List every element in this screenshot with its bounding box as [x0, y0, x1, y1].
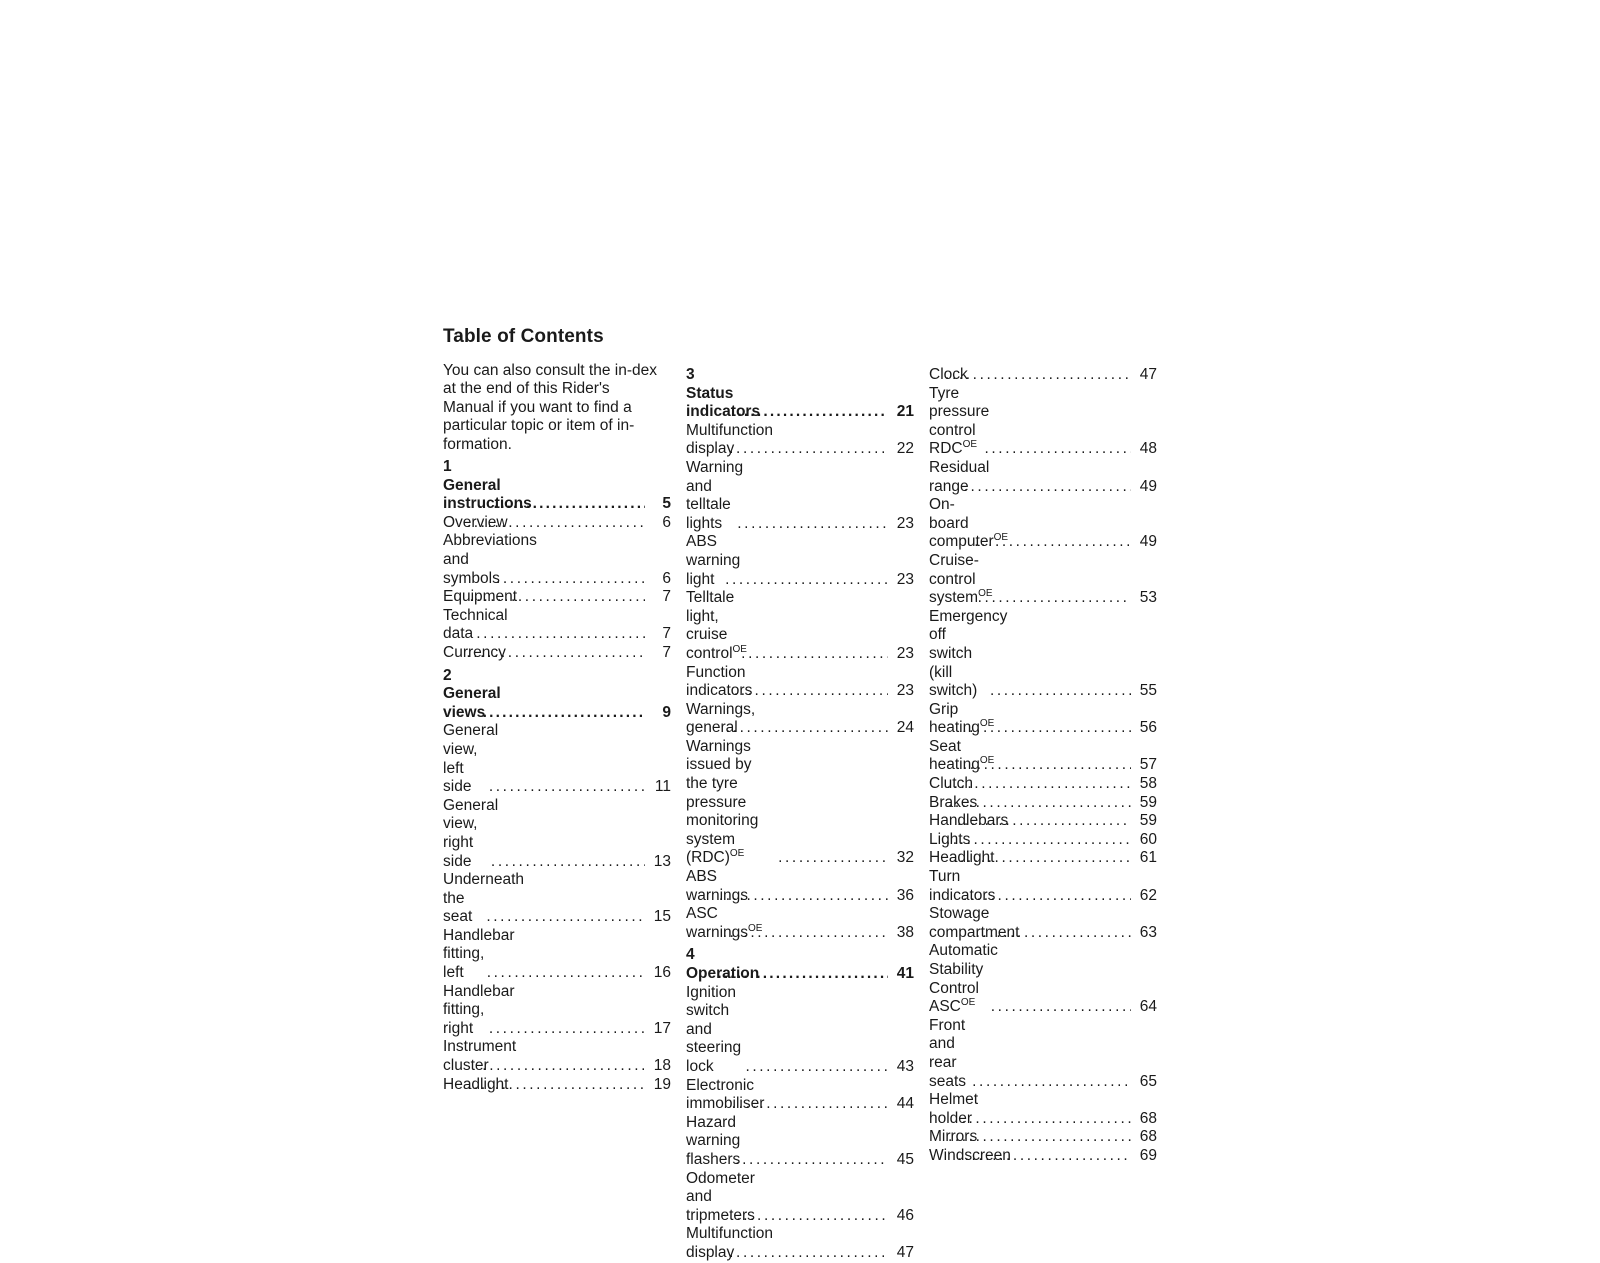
- toc-section: [686, 946, 914, 1262]
- page-number: 24: [896, 719, 914, 737]
- toc-entry[interactable]: [929, 1147, 1157, 1166]
- entry-title: Clutch: [929, 775, 973, 793]
- dot-leader: [945, 794, 1131, 813]
- section-title: 1 General instructions: [443, 458, 532, 513]
- toc-entry[interactable]: [686, 1170, 914, 1226]
- toc-entry[interactable]: [686, 533, 914, 589]
- entry-title: ABS warning light: [686, 533, 741, 588]
- toc-entry[interactable]: [929, 1091, 1157, 1128]
- toc-entry[interactable]: [929, 552, 1157, 608]
- optional-equipment-mark: OE: [962, 439, 978, 451]
- toc-entry[interactable]: [443, 644, 671, 663]
- page-number: 49: [1139, 533, 1157, 551]
- dot-leader: [484, 964, 645, 983]
- dot-leader: [954, 812, 1131, 831]
- page-number: 58: [1139, 775, 1157, 793]
- page-number: 7: [662, 588, 671, 606]
- dot-leader: [463, 644, 645, 663]
- dot-leader: [723, 719, 888, 738]
- intro-text: You can also consult the in-dex at the end of this Rider's Manual if you want to find a particular topic or item of in-formation.: [443, 362, 657, 453]
- dot-leader: [981, 440, 1131, 459]
- dot-leader: [473, 625, 645, 644]
- toc-entry[interactable]: [929, 1128, 1157, 1147]
- entry-title: Windscreen: [929, 1146, 1011, 1164]
- dot-leader: [486, 1020, 645, 1039]
- dot-leader: [464, 1076, 645, 1095]
- dot-leader: [729, 1095, 888, 1114]
- toc-entry[interactable]: [929, 868, 1157, 905]
- dot-leader: [988, 998, 1131, 1017]
- page-number: 61: [1139, 849, 1157, 867]
- toc-section-heading[interactable]: [443, 667, 671, 723]
- section-title: 4 Operation: [686, 946, 760, 982]
- toc-entry[interactable]: [686, 422, 914, 459]
- entry-title: Front and rear seats: [929, 1016, 967, 1090]
- dot-leader: [973, 924, 1131, 943]
- page-number: 46: [896, 1206, 914, 1224]
- toc-entry[interactable]: [443, 532, 671, 588]
- toc-entry[interactable]: [443, 927, 671, 983]
- page-number: 43: [896, 1057, 914, 1075]
- dot-leader: [960, 887, 1131, 906]
- toc-entry[interactable]: [929, 775, 1157, 794]
- entry-title: Handlebar fitting, left: [443, 926, 515, 982]
- entry-title: Headlight: [443, 1075, 509, 1093]
- toc-entry[interactable]: [686, 1114, 914, 1170]
- page-number: 23: [896, 570, 914, 588]
- toc-entry[interactable]: [929, 701, 1157, 738]
- toc-entry[interactable]: [929, 794, 1157, 813]
- page-number: 68: [1139, 1128, 1157, 1146]
- entry-title: Telltale light, cruise control$^{OE}$: [686, 589, 747, 662]
- entry-title: Warning and telltale lights: [686, 458, 744, 532]
- toc-entry[interactable]: [929, 1017, 1157, 1091]
- optional-equipment-mark: OE: [729, 848, 745, 860]
- entry-title: ABS warnings: [686, 868, 749, 904]
- entry-title: On-board computer$^{OE}$: [929, 496, 1009, 551]
- dot-leader: [943, 831, 1131, 850]
- page-number: 45: [896, 1150, 914, 1168]
- toc-column-2: [686, 366, 914, 1263]
- entry-title: Abbreviations and symbols: [443, 532, 537, 587]
- optional-equipment-mark: OE: [979, 755, 995, 767]
- section-title: 2 General views: [443, 666, 501, 721]
- page-number: 18: [653, 1057, 671, 1075]
- page-number: 49: [1139, 477, 1157, 495]
- toc-entry[interactable]: [686, 459, 914, 533]
- dot-leader: [969, 1073, 1131, 1092]
- dot-leader: [944, 775, 1131, 794]
- page-number: 41: [896, 965, 914, 982]
- entry-title: Warnings, general: [686, 700, 756, 737]
- dot-leader: [714, 965, 888, 984]
- entry-title: Emergency off switch (kill switch): [929, 607, 1008, 700]
- dot-leader: [479, 1057, 645, 1076]
- page-number: 23: [896, 682, 914, 700]
- entry-title: Turn indicators: [929, 868, 996, 904]
- dot-leader: [467, 588, 645, 607]
- toc-section: [443, 458, 671, 663]
- entry-title: Residual range: [929, 458, 990, 495]
- dot-leader: [720, 924, 888, 943]
- toc-entry[interactable]: [686, 868, 914, 905]
- dot-leader: [942, 366, 1131, 385]
- dot-leader: [726, 440, 888, 459]
- entry-title: Cruise-control system$^{OE}$: [929, 551, 993, 607]
- page-number: 53: [1139, 589, 1157, 607]
- entry-title: Seat heating$^{OE}$: [929, 737, 995, 774]
- toc-column-3: [929, 366, 1157, 1166]
- page-number: 38: [896, 923, 914, 941]
- dot-leader: [959, 1110, 1131, 1129]
- entry-title: Ignition switch and steering lock: [686, 983, 742, 1075]
- entry-title: Warnings issued by the tyre pressure monitoring system (RDC)$^{OE}$: [686, 737, 759, 867]
- entry-title: Equipment: [443, 588, 518, 606]
- page-number: 64: [1139, 998, 1157, 1016]
- toc-entry[interactable]: [686, 984, 914, 1077]
- toc-entry[interactable]: [929, 942, 1157, 1016]
- entry-title: Brakes: [929, 793, 978, 811]
- page-number: 68: [1139, 1109, 1157, 1127]
- entry-title: ASC warnings$^{OE}$: [686, 905, 763, 941]
- entry-title: Clock: [929, 366, 968, 383]
- page-number: 59: [1139, 793, 1157, 811]
- entry-title: Lights: [929, 830, 971, 848]
- toc-entry[interactable]: [686, 589, 914, 663]
- toc-entry[interactable]: [443, 871, 671, 927]
- entry-title: Handlebar fitting, right: [443, 982, 515, 1037]
- page-number: 62: [1139, 886, 1157, 904]
- toc-section-heading[interactable]: [686, 366, 914, 422]
- entry-title: Hazard warning flashers: [686, 1113, 741, 1168]
- dot-leader: [987, 682, 1131, 701]
- optional-equipment-mark: OE: [748, 922, 763, 934]
- dot-leader: [493, 570, 645, 589]
- entry-title: Helmet holder: [929, 1091, 979, 1127]
- page-number: 6: [662, 569, 671, 587]
- optional-equipment-mark: OE: [978, 588, 993, 600]
- entry-title: Headlight: [929, 849, 995, 867]
- toc-entry[interactable]: [443, 607, 671, 644]
- dot-leader: [742, 1058, 888, 1077]
- toc-entry[interactable]: [686, 738, 914, 868]
- dot-leader: [960, 756, 1131, 775]
- dot-leader: [464, 514, 645, 533]
- entry-title: Multifunction display: [686, 421, 774, 458]
- page-number: 21: [896, 403, 914, 421]
- entry-title: Handlebars: [929, 812, 1009, 830]
- page-number: 13: [653, 852, 671, 870]
- dot-leader: [480, 704, 645, 723]
- toc-entry[interactable]: [443, 588, 671, 607]
- toc-entry[interactable]: [686, 664, 914, 701]
- page-number: 32: [896, 849, 914, 867]
- page-number: 44: [896, 1095, 914, 1113]
- entry-title: Automatic Stability Control $ASC^{OE}$: [929, 942, 998, 1016]
- optional-equipment-mark: OE: [960, 997, 976, 1009]
- toc-column-1: [443, 362, 671, 1094]
- dot-leader: [955, 1147, 1131, 1166]
- dot-leader: [945, 1128, 1131, 1147]
- entry-title: Instrument cluster: [443, 1038, 517, 1075]
- toc-section: [443, 667, 671, 1095]
- optional-equipment-mark: OE: [993, 532, 1009, 544]
- entry-title: Technical data: [443, 606, 508, 643]
- dot-leader: [722, 571, 888, 590]
- toc-entry[interactable]: [443, 1076, 671, 1095]
- page-number: 19: [653, 1075, 671, 1093]
- entry-title: Odometer and tripmeters: [686, 1169, 755, 1224]
- dot-leader: [488, 853, 645, 872]
- page-number: 11: [654, 778, 671, 796]
- toc-entry[interactable]: [929, 849, 1157, 868]
- entry-title: Grip heating$^{OE}$: [929, 700, 995, 737]
- toc-entry[interactable]: [443, 1038, 671, 1075]
- optional-equipment-mark: OE: [979, 718, 995, 730]
- page-number: 6: [662, 513, 671, 531]
- page-number: 15: [653, 908, 671, 926]
- page-number: 47: [896, 1243, 914, 1261]
- toc-entry[interactable]: [443, 983, 671, 1039]
- dot-leader: [738, 645, 888, 664]
- page-number: 7: [662, 643, 671, 661]
- entry-title: General view, left side: [443, 722, 499, 796]
- page-number: 65: [1139, 1072, 1157, 1090]
- page-title: Table of Contents: [443, 326, 604, 347]
- toc-section: [929, 366, 1157, 1166]
- dot-leader: [733, 1207, 888, 1226]
- page-number: 22: [896, 440, 914, 458]
- toc-entry[interactable]: [443, 514, 671, 533]
- toc-section: [686, 366, 914, 942]
- dot-leader: [726, 1244, 888, 1263]
- dot-leader: [775, 849, 888, 868]
- dot-leader: [728, 403, 888, 422]
- page-number: 5: [662, 495, 671, 513]
- entry-title: Overview: [443, 513, 508, 531]
- toc-entry[interactable]: [686, 905, 914, 942]
- page-number: 56: [1139, 719, 1157, 737]
- dot-leader: [724, 682, 888, 701]
- dot-leader: [486, 778, 645, 797]
- page-number: 60: [1139, 830, 1157, 848]
- toc-entry[interactable]: [686, 1225, 914, 1262]
- dot-leader: [975, 589, 1131, 608]
- page-number: 57: [1139, 756, 1157, 774]
- dot-leader: [971, 533, 1131, 552]
- toc-entry[interactable]: [929, 812, 1157, 831]
- entry-title: General view, right side: [443, 796, 499, 870]
- section-title: 3 Status indicators: [686, 366, 761, 421]
- entry-title: Underneath the seat: [443, 871, 525, 926]
- toc-entry[interactable]: [929, 831, 1157, 850]
- toc-entry[interactable]: [443, 722, 671, 796]
- page-number: 48: [1139, 440, 1157, 458]
- page-number: 17: [653, 1019, 671, 1037]
- entry-title: Tyre pressure control $RDC^{OE}$: [929, 384, 990, 458]
- page-number: 63: [1139, 923, 1157, 941]
- toc-section-heading[interactable]: [443, 458, 671, 514]
- toc-entry[interactable]: [443, 797, 671, 871]
- page-number: 36: [896, 886, 914, 904]
- toc-section-heading[interactable]: [686, 946, 914, 983]
- entry-title: Mirrors: [929, 1128, 978, 1146]
- page-number: 7: [662, 625, 671, 643]
- toc-entry[interactable]: [929, 608, 1157, 701]
- entry-title: Stowage compartment: [929, 905, 1020, 941]
- optional-equipment-mark: OE: [732, 643, 747, 655]
- toc-entry[interactable]: [929, 496, 1157, 552]
- dot-leader: [483, 908, 645, 927]
- dot-leader: [732, 1151, 888, 1170]
- dot-leader: [716, 887, 888, 906]
- dot-leader: [959, 719, 1131, 738]
- toc-entry[interactable]: [929, 385, 1157, 459]
- entry-title: Function indicators: [686, 663, 753, 700]
- dot-leader: [961, 478, 1131, 497]
- dot-leader: [950, 849, 1131, 868]
- page-number: 47: [1139, 366, 1157, 383]
- toc-entry[interactable]: [686, 701, 914, 738]
- toc-entry[interactable]: [929, 459, 1157, 496]
- page-number: 55: [1139, 682, 1157, 700]
- entry-title: Multifunction display: [686, 1225, 774, 1261]
- entry-title: Electronic immobiliser: [686, 1076, 765, 1113]
- entry-title: Currency: [443, 643, 506, 661]
- toc-entry[interactable]: [929, 738, 1157, 775]
- page-number: 69: [1139, 1146, 1157, 1164]
- page-number: 23: [896, 514, 914, 532]
- page-number: 9: [662, 703, 671, 721]
- toc-entry[interactable]: [929, 366, 1157, 385]
- dot-leader: [491, 495, 645, 514]
- page-number: 59: [1139, 812, 1157, 830]
- page-number: 16: [653, 964, 671, 982]
- page-number: 23: [896, 644, 914, 662]
- dot-leader: [734, 515, 888, 534]
- toc-entry[interactable]: [686, 1077, 914, 1114]
- toc-entry[interactable]: [929, 905, 1157, 942]
